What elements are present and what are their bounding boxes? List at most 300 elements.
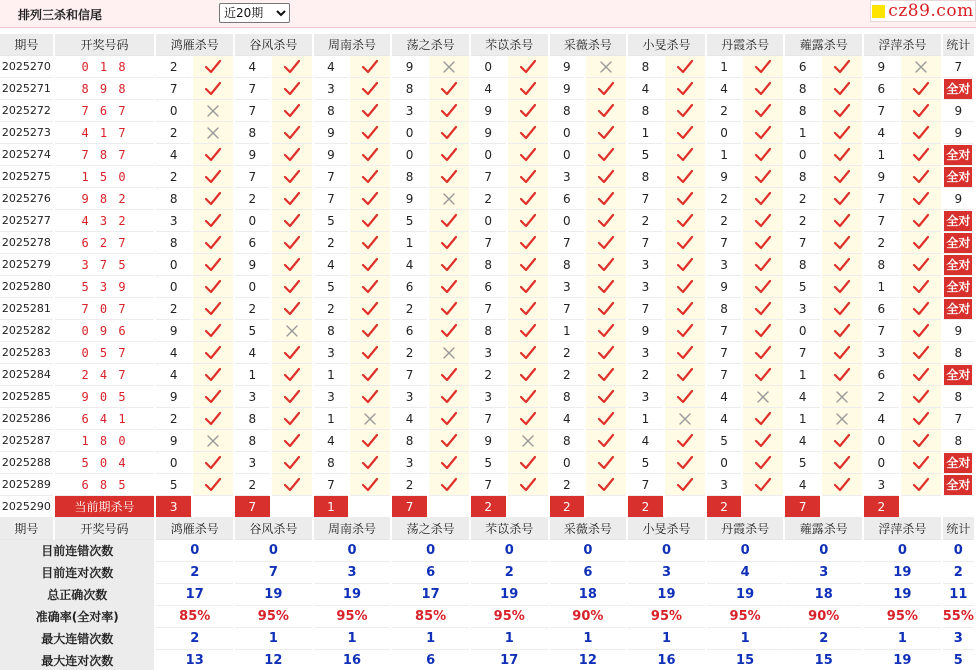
checkmark-icon [743, 474, 783, 496]
kill-number: 5 [392, 210, 427, 232]
all-correct-badge: 全对 [944, 299, 972, 319]
issue-cell: 2025282 [0, 320, 53, 342]
stat-cell: 9 [943, 320, 974, 342]
kill-number: 3 [628, 254, 663, 276]
stat-cell [943, 474, 974, 496]
draw-number: 7 6 7 [55, 100, 155, 122]
summary-value: 18 [550, 584, 627, 606]
all-correct-badge: 全对 [944, 475, 972, 495]
table-row [0, 254, 974, 276]
checkmark-icon [586, 254, 626, 276]
kill-number: 3 [235, 386, 270, 408]
kill-number: 5 [785, 276, 820, 298]
kill-number: 0 [550, 452, 585, 474]
kill-number: 7 [864, 188, 899, 210]
kill-number: 4 [864, 122, 899, 144]
draw-number: 0 1 8 [55, 56, 155, 78]
summary-value: 19 [864, 562, 941, 584]
summary-row [0, 606, 974, 628]
col-expert: 丹霞杀号 [707, 518, 784, 540]
checkmark-icon [743, 78, 783, 100]
kill-number: 0 [392, 122, 427, 144]
all-correct-badge: 全对 [944, 79, 972, 99]
kill-number: 9 [235, 144, 270, 166]
checkmark-icon [350, 474, 390, 496]
kill-number: 3 [628, 342, 663, 364]
summary-row [0, 562, 974, 584]
kill-number: 7 [471, 232, 506, 254]
kill-number: 4 [785, 386, 820, 408]
checkmark-icon [508, 100, 548, 122]
kill-number: 0 [550, 210, 585, 232]
summary-label: 目前连对次数 [0, 562, 154, 584]
checkmark-icon [665, 100, 705, 122]
summary-value: 1 [707, 628, 784, 650]
issue-cell: 2025276 [0, 188, 53, 210]
kill-number: 1 [864, 276, 899, 298]
kill-number: 1 [785, 364, 820, 386]
checkmark-icon [901, 408, 941, 430]
summary-row [0, 540, 974, 562]
period-select[interactable] [219, 3, 290, 23]
kill-number: 8 [550, 386, 585, 408]
stat-cell [943, 276, 974, 298]
kill-number: 2 [156, 166, 191, 188]
kill-number: 0 [156, 276, 191, 298]
current-empty-cell [350, 496, 390, 518]
checkmark-icon [665, 320, 705, 342]
col-expert: 采薇杀号 [550, 34, 627, 56]
checkmark-icon [193, 210, 233, 232]
kill-number: 9 [550, 78, 585, 100]
issue-cell: 2025287 [0, 430, 53, 452]
draw-number: 3 7 5 [55, 254, 155, 276]
summary-value: 1 [628, 628, 705, 650]
draw-number: 1 8 0 [55, 430, 155, 452]
current-kill-number: 7 [392, 496, 427, 518]
checkmark-icon [350, 386, 390, 408]
checkmark-icon [508, 232, 548, 254]
kill-number: 4 [785, 474, 820, 496]
kill-number: 2 [785, 210, 820, 232]
kill-number: 9 [471, 122, 506, 144]
kill-number: 0 [550, 122, 585, 144]
kill-number: 8 [785, 254, 820, 276]
kill-number: 4 [707, 408, 742, 430]
checkmark-icon [272, 232, 312, 254]
kill-number: 3 [314, 386, 349, 408]
col-expert: 荡之杀号 [392, 518, 469, 540]
kill-number: 4 [785, 430, 820, 452]
table-row [0, 232, 974, 254]
kill-number: 7 [314, 166, 349, 188]
kill-number: 8 [314, 320, 349, 342]
checkmark-icon [272, 474, 312, 496]
col-expert: 谷风杀号 [235, 34, 312, 56]
kill-number: 3 [392, 100, 427, 122]
kill-number: 6 [392, 276, 427, 298]
checkmark-icon [429, 408, 469, 430]
stat-cell [943, 78, 974, 100]
kill-number: 1 [864, 144, 899, 166]
checkmark-icon [665, 342, 705, 364]
checkmark-icon [429, 430, 469, 452]
checkmark-icon [193, 452, 233, 474]
kill-number: 0 [471, 56, 506, 78]
summary-value: 17 [156, 584, 233, 606]
col-issue: 期号 [0, 518, 53, 540]
kill-number: 7 [707, 320, 742, 342]
kill-number: 0 [156, 452, 191, 474]
summary-value: 7 [235, 562, 312, 584]
current-empty-cell [743, 496, 783, 518]
summary-value: 1 [471, 628, 548, 650]
all-correct-badge: 全对 [944, 145, 972, 165]
checkmark-icon [665, 386, 705, 408]
checkmark-icon [743, 364, 783, 386]
summary-value: 0 [471, 540, 548, 562]
cross-icon [429, 342, 469, 364]
checkmark-icon [822, 100, 862, 122]
checkmark-icon [586, 122, 626, 144]
kill-number: 9 [314, 122, 349, 144]
checkmark-icon [743, 122, 783, 144]
col-draw: 开奖号码 [55, 518, 155, 540]
kill-number: 7 [471, 474, 506, 496]
kill-number: 7 [707, 342, 742, 364]
kill-number: 8 [156, 232, 191, 254]
summary-value: 19 [235, 584, 312, 606]
checkmark-icon [901, 78, 941, 100]
issue-cell: 2025278 [0, 232, 53, 254]
kill-number: 3 [707, 254, 742, 276]
summary-value: 17 [471, 650, 548, 670]
checkmark-icon [193, 232, 233, 254]
issue-cell: 2025271 [0, 78, 53, 100]
kill-number: 2 [550, 342, 585, 364]
kill-number: 8 [550, 100, 585, 122]
checkmark-icon [822, 342, 862, 364]
kill-number: 7 [235, 78, 270, 100]
checkmark-icon [586, 276, 626, 298]
checkmark-icon [665, 210, 705, 232]
checkmark-icon [901, 100, 941, 122]
issue-cell: 2025280 [0, 276, 53, 298]
kill-number: 7 [864, 100, 899, 122]
kill-number: 4 [314, 254, 349, 276]
kill-number: 8 [785, 100, 820, 122]
stat-cell: 9 [943, 122, 974, 144]
issue-cell: 2025288 [0, 452, 53, 474]
kill-number: 4 [550, 408, 585, 430]
checkmark-icon [272, 276, 312, 298]
checkmark-icon [429, 166, 469, 188]
checkmark-icon [193, 474, 233, 496]
draw-number: 9 8 2 [55, 188, 155, 210]
summary-stat-value: 2 [943, 562, 974, 584]
checkmark-icon [193, 342, 233, 364]
summary-label: 最大连错次数 [0, 628, 154, 650]
table-row [0, 122, 974, 144]
col-expert: 荡之杀号 [392, 34, 469, 56]
kill-number: 5 [314, 276, 349, 298]
kill-number: 6 [392, 320, 427, 342]
checkmark-icon [272, 188, 312, 210]
checkmark-icon [508, 122, 548, 144]
kill-number: 4 [707, 386, 742, 408]
col-expert: 丹霞杀号 [707, 34, 784, 56]
checkmark-icon [350, 78, 390, 100]
summary-value: 0 [707, 540, 784, 562]
kill-number: 1 [392, 232, 427, 254]
summary-value: 1 [392, 628, 469, 650]
kill-number: 9 [707, 276, 742, 298]
kill-number: 7 [864, 210, 899, 232]
kill-number: 4 [707, 78, 742, 100]
summary-value: 12 [550, 650, 627, 670]
kill-number: 3 [471, 386, 506, 408]
checkmark-icon [743, 210, 783, 232]
kill-number: 1 [628, 408, 663, 430]
cross-icon [429, 188, 469, 210]
summary-value: 1 [235, 628, 312, 650]
kill-number: 2 [864, 232, 899, 254]
all-correct-badge: 全对 [944, 453, 972, 473]
cross-icon [193, 430, 233, 452]
checkmark-icon [586, 210, 626, 232]
checkmark-icon [743, 452, 783, 474]
kill-number: 9 [864, 166, 899, 188]
checkmark-icon [272, 430, 312, 452]
checkmark-icon [350, 166, 390, 188]
col-expert: 芣苡杀号 [471, 34, 548, 56]
current-kill-number: 2 [864, 496, 899, 518]
summary-value: 0 [864, 540, 941, 562]
kill-number: 1 [314, 408, 349, 430]
checkmark-icon [665, 56, 705, 78]
checkmark-icon [586, 320, 626, 342]
cross-icon [822, 386, 862, 408]
kill-number: 2 [471, 188, 506, 210]
summary-row [0, 584, 974, 606]
cross-icon [901, 56, 941, 78]
summary-label: 总正确次数 [0, 584, 154, 606]
summary-value: 16 [628, 650, 705, 670]
summary-value: 4 [707, 562, 784, 584]
checkmark-icon [822, 254, 862, 276]
summary-value: 6 [550, 562, 627, 584]
checkmark-icon [429, 144, 469, 166]
issue-cell: 2025272 [0, 100, 53, 122]
summary-value: 95% [314, 606, 391, 628]
kill-number: 3 [471, 342, 506, 364]
summary-value: 0 [392, 540, 469, 562]
kill-number: 3 [628, 386, 663, 408]
col-expert: 蕹露杀号 [785, 34, 862, 56]
checkmark-icon [743, 408, 783, 430]
checkmark-icon [901, 320, 941, 342]
checkmark-icon [822, 298, 862, 320]
table-row [0, 320, 974, 342]
col-expert: 鸿雁杀号 [156, 34, 233, 56]
checkmark-icon [429, 364, 469, 386]
col-expert: 鸿雁杀号 [156, 518, 233, 540]
kill-number: 8 [628, 100, 663, 122]
checkmark-icon [429, 298, 469, 320]
kill-number: 6 [864, 298, 899, 320]
checkmark-icon [822, 78, 862, 100]
summary-value: 0 [314, 540, 391, 562]
checkmark-icon [901, 232, 941, 254]
stat-cell: 7 [943, 408, 974, 430]
summary-stat-value: 55% [943, 606, 974, 628]
checkmark-icon [743, 232, 783, 254]
draw-number: 6 4 1 [55, 408, 155, 430]
checkmark-icon [586, 100, 626, 122]
summary-value: 90% [785, 606, 862, 628]
kill-number: 7 [628, 232, 663, 254]
kill-number: 2 [156, 408, 191, 430]
issue-cell: 2025274 [0, 144, 53, 166]
current-kill-number: 2 [550, 496, 585, 518]
kill-number: 7 [628, 474, 663, 496]
kill-number: 7 [314, 188, 349, 210]
stat-cell [943, 166, 974, 188]
checkmark-icon [586, 188, 626, 210]
kill-number: 1 [785, 122, 820, 144]
table-row [0, 386, 974, 408]
kill-number: 7 [471, 298, 506, 320]
table-row [0, 474, 974, 496]
draw-number: 0 5 7 [55, 342, 155, 364]
kill-number: 6 [785, 56, 820, 78]
kill-number: 0 [550, 144, 585, 166]
kill-number: 8 [314, 100, 349, 122]
summary-value: 1 [550, 628, 627, 650]
kill-number: 3 [550, 166, 585, 188]
stat-cell: 8 [943, 386, 974, 408]
checkmark-icon [901, 166, 941, 188]
kill-number: 8 [471, 254, 506, 276]
summary-stat-value: 11 [943, 584, 974, 606]
summary-value: 0 [235, 540, 312, 562]
kill-number: 2 [864, 386, 899, 408]
checkmark-icon [193, 56, 233, 78]
all-correct-badge: 全对 [944, 255, 972, 275]
checkmark-icon [193, 78, 233, 100]
current-issue: 2025290 [0, 496, 53, 518]
checkmark-icon [508, 254, 548, 276]
checkmark-icon [350, 298, 390, 320]
kill-number: 8 [156, 188, 191, 210]
checkmark-icon [350, 320, 390, 342]
current-kill-number: 2 [628, 496, 663, 518]
draw-number: 5 3 9 [55, 276, 155, 298]
kill-number: 8 [707, 298, 742, 320]
summary-value: 1 [314, 628, 391, 650]
kill-number: 4 [471, 78, 506, 100]
stat-cell [943, 364, 974, 386]
col-expert: 浮萍杀号 [864, 34, 941, 56]
kill-number: 9 [392, 188, 427, 210]
checkmark-icon [665, 474, 705, 496]
kill-number: 8 [235, 408, 270, 430]
kill-number: 3 [392, 452, 427, 474]
draw-number: 8 9 8 [55, 78, 155, 100]
current-kill-number: 1 [314, 496, 349, 518]
kill-number: 6 [550, 188, 585, 210]
kill-number: 4 [156, 342, 191, 364]
checkmark-icon [901, 430, 941, 452]
summary-value: 12 [235, 650, 312, 670]
draw-number: 7 8 7 [55, 144, 155, 166]
kill-number: 2 [785, 188, 820, 210]
kill-number: 8 [550, 254, 585, 276]
summary-value: 19 [314, 584, 391, 606]
cross-icon [586, 56, 626, 78]
checkmark-icon [901, 210, 941, 232]
table-row [0, 408, 974, 430]
kill-number: 2 [707, 100, 742, 122]
kill-number: 1 [628, 122, 663, 144]
kill-number: 7 [628, 188, 663, 210]
draw-number: 4 3 2 [55, 210, 155, 232]
stat-cell [943, 298, 974, 320]
summary-value: 0 [785, 540, 862, 562]
summary-value: 85% [392, 606, 469, 628]
checkmark-icon [350, 56, 390, 78]
header-row-repeat [0, 518, 974, 540]
cross-icon [193, 122, 233, 144]
checkmark-icon [901, 254, 941, 276]
summary-value: 1 [864, 628, 941, 650]
stat-cell: 9 [943, 100, 974, 122]
checkmark-icon [193, 408, 233, 430]
current-empty-cell [193, 496, 233, 518]
summary-value: 2 [156, 628, 233, 650]
current-label: 当前期杀号 [55, 496, 155, 518]
kill-number: 8 [392, 430, 427, 452]
summary-value: 85% [156, 606, 233, 628]
checkmark-icon [350, 452, 390, 474]
stat-cell: 9 [943, 188, 974, 210]
stat-cell [943, 254, 974, 276]
checkmark-icon [586, 364, 626, 386]
checkmark-icon [901, 188, 941, 210]
kill-number: 9 [471, 430, 506, 452]
kill-number: 7 [550, 298, 585, 320]
draw-number: 7 0 7 [55, 298, 155, 320]
table-row [0, 144, 974, 166]
site-logo[interactable] [870, 0, 976, 22]
kill-number: 2 [471, 364, 506, 386]
kill-number: 8 [235, 122, 270, 144]
kill-number: 4 [156, 364, 191, 386]
kill-number: 0 [156, 254, 191, 276]
checkmark-icon [508, 298, 548, 320]
checkmark-icon [586, 298, 626, 320]
cross-icon [665, 408, 705, 430]
checkmark-icon [193, 386, 233, 408]
stat-cell [943, 210, 974, 232]
checkmark-icon [429, 452, 469, 474]
checkmark-icon [193, 254, 233, 276]
checkmark-icon [665, 254, 705, 276]
stat-cell: 8 [943, 430, 974, 452]
checkmark-icon [901, 298, 941, 320]
col-expert: 谷风杀号 [235, 518, 312, 540]
cross-icon [350, 408, 390, 430]
